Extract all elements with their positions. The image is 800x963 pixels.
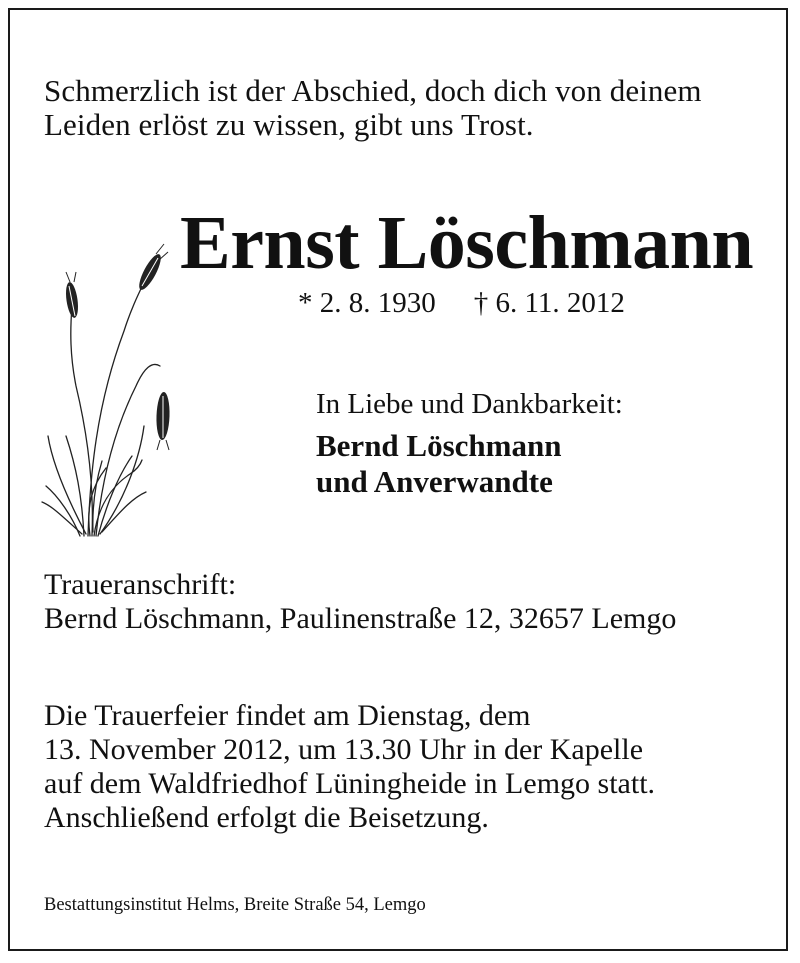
birth-date: * 2. 8. 1930 — [298, 287, 436, 319]
address-label: Traueranschrift: — [44, 568, 237, 601]
condolence-address — [44, 568, 676, 636]
service-line: 13. November 2012, um 13.30 Uhr in der Kapelle — [44, 733, 644, 766]
intro-line: Schmerzlich ist der Abschied, doch dich von deinem — [44, 73, 702, 108]
death-date: † 6. 11. 2012 — [473, 287, 625, 319]
service-line: Anschließend erfolgt die Beisetzung. — [44, 801, 489, 834]
mourner-name: Bernd Löschmann — [316, 428, 562, 463]
gratitude-line: In Liebe und Dankbarkeit: — [316, 388, 623, 420]
wheat-icon — [36, 236, 186, 546]
funeral-service-info — [44, 699, 655, 835]
deceased-name: Ernst Löschmann — [180, 201, 754, 285]
intro-line: Leiden erlöst zu wissen, gibt uns Trost. — [44, 107, 534, 142]
mourners-block — [316, 428, 561, 500]
intro-verse — [44, 74, 702, 142]
service-line: Die Trauerfeier findet am Dienstag, dem — [44, 699, 531, 732]
life-dates — [298, 287, 625, 319]
mourner-name: und Anverwandte — [316, 464, 553, 499]
address-line: Bernd Löschmann, Paulinenstraße 12, 32657 Lemgo — [44, 602, 677, 635]
service-line: auf dem Waldfriedhof Lüningheide in Lemgo statt. — [44, 767, 656, 800]
funeral-home-footer: Bestattungsinstitut Helms, Breite Straße 54, Lemgo — [44, 895, 426, 915]
